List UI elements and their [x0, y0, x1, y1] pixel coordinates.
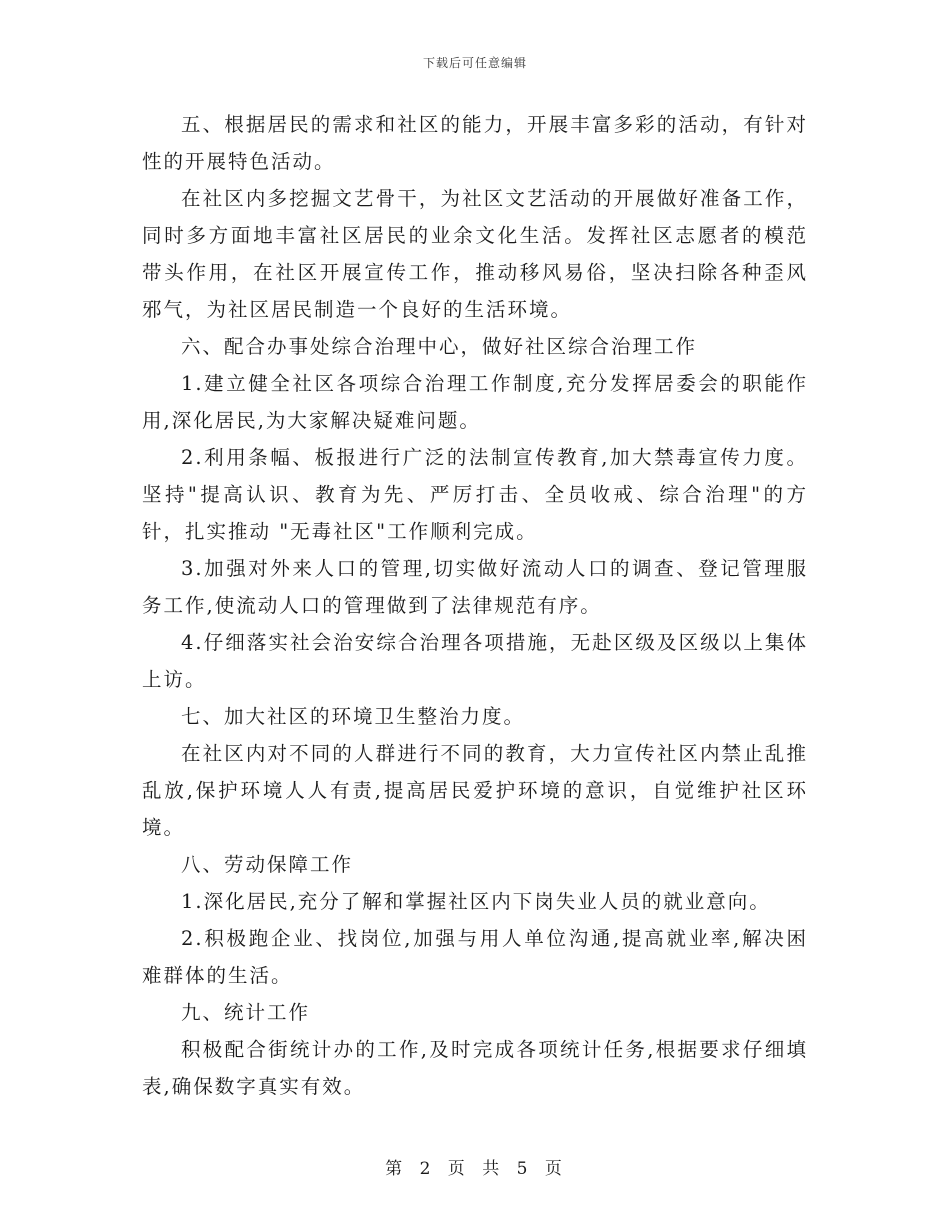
paragraph-section-5: 五、根据居民的需求和社区的能力，开展丰富多彩的活动，有针对性的开展特色活动。	[142, 113, 808, 173]
paragraph: 1.深化居民,充分了解和掌握社区内下岗失业人员的就业意向。	[181, 890, 771, 913]
paragraph: 在社区内多挖掘文艺骨干，为社区文艺活动的开展做好准备工作，同时多方面地丰富社区居民的业余文化生活。发挥社区志愿者的模范带头作用，在社区开展宣传工作，推动移风易俗，坚决扫除各种歪风邪气，为社区居民制造一个良好的生活环境。	[142, 187, 808, 321]
paragraph: 4.仔细落实社会治安综合治理各项措施，无赴区级及区级以上集体上访。	[142, 631, 808, 691]
paragraph: 2.利用条幅、板报进行广泛的法制宣传教育,加大禁毒宣传力度。坚持"提高认识、教育为先、严厉打击、全员收戒、综合治理"的方针，扎实推动 "无毒社区"工作顺利完成。	[142, 446, 808, 543]
paragraph-section-9: 九、统计工作	[181, 1001, 311, 1024]
page-number-footer: 第 2 页 共 5 页	[385, 1159, 565, 1179]
paragraph: 在社区内对不同的人群进行不同的教育，大力宣传社区内禁止乱推乱放,保护环境人人有责,提高居民爱护环境的意识，自觉维护社区环境。	[142, 742, 808, 839]
paragraph: 3.加强对外来人口的管理,切实做好流动人口的调查、登记管理服务工作,使流动人口的管理做到了法律规范有序。	[142, 557, 808, 617]
paragraph: 积极配合街统计办的工作,及时完成各项统计任务,根据要求仔细填表,确保数字真实有效。	[142, 1038, 808, 1098]
document-body	[142, 106, 808, 1105]
paragraph-section-6: 六、配合办事处综合治理中心，做好社区综合治理工作	[181, 335, 698, 358]
paragraph-section-8: 八、劳动保障工作	[181, 853, 354, 876]
page-header: 下载后可任意编辑	[422, 56, 527, 70]
paragraph-section-7: 七、加大社区的环境卫生整治力度。	[181, 705, 526, 728]
paragraph: 2.积极跑企业、找岗位,加强与用人单位沟通,提高就业率,解决困难群体的生活。	[142, 927, 808, 987]
paragraph: 1.建立健全社区各项综合治理工作制度,充分发挥居委会的职能作用,深化居民,为大家解决疑难问题。	[142, 372, 808, 432]
